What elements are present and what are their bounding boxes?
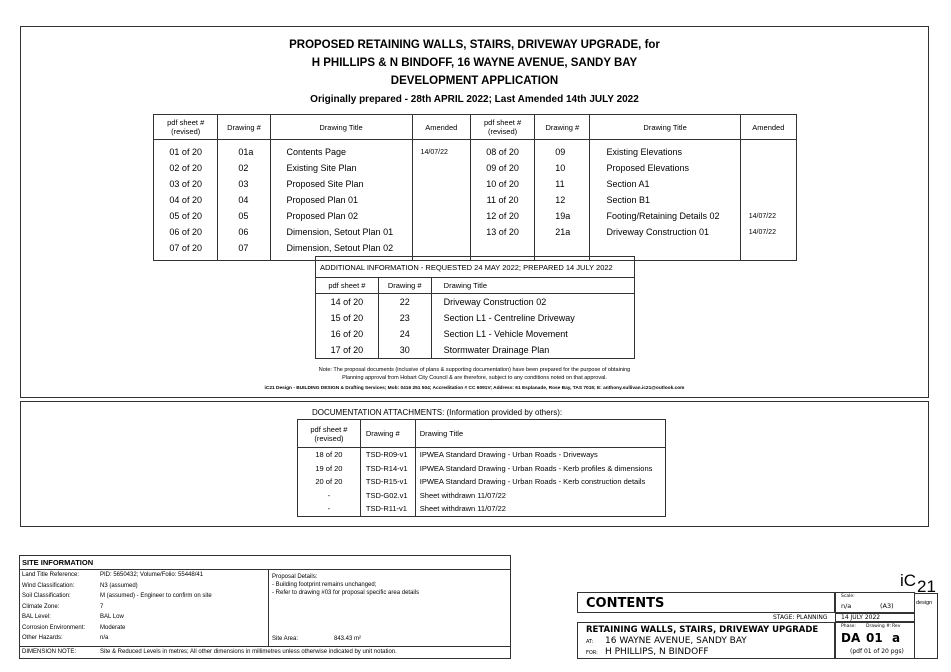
drawing-title-cell: Existing Site Plan — [270, 160, 412, 176]
drawing-title-cell: Section L1 - Centreline Driveway — [443, 313, 575, 323]
sheet-cell: 10 of 20 — [470, 176, 534, 192]
attachments-heading: DOCUMENTATION ATTACHMENTS: (Information provided by others): — [312, 408, 563, 417]
site-area-label: Site Area: — [272, 636, 299, 642]
rev-value: a — [892, 631, 901, 645]
drawing-title-cell: Sheet withdrawn 11/07/22 — [419, 504, 506, 514]
site-info-label: Soil Classification: — [22, 593, 71, 599]
site-area-value: 843.43 m² — [334, 636, 362, 642]
additional-info-heading: ADDITIONAL INFORMATION - REQUESTED 24 MAY 2022; PREPARED 14 JULY 2022 — [316, 257, 635, 278]
sheet-title: CONTENTS — [586, 596, 665, 611]
drawing-title-cell: Dimension, Setout Plan 01 — [270, 224, 412, 240]
sheet-title-box — [577, 592, 835, 613]
scale-value: n/a — [841, 602, 852, 610]
drawing-no-cell: TSD-R09-v1 — [360, 448, 415, 462]
drawing-no-cell: 23 — [378, 310, 431, 326]
drawing-title-cell: Contents Page — [270, 144, 412, 160]
site-info-label: Other Hazards: — [22, 635, 63, 641]
rev-label: Rev — [892, 624, 901, 629]
sheet-cell: 02 of 20 — [154, 160, 218, 176]
drawing-no-cell: 03 — [218, 176, 270, 192]
sheet-cell: - — [298, 489, 361, 503]
title-line-2: H PHILLIPS & N BINDOFF, 16 WAYNE AVENUE, SANDY BAY — [311, 57, 638, 69]
sheet-cell: 01 of 20 — [154, 144, 218, 160]
site-info-value: n/a — [100, 635, 109, 641]
drawing-title-cell: Footing/Retaining Details 02 — [590, 208, 740, 224]
drawing-title-cell: Existing Elevations — [590, 144, 740, 160]
logo-design-box — [914, 593, 938, 659]
site-info-row — [20, 572, 268, 582]
drawing-no-cell: 11 — [535, 176, 590, 192]
sheet-cell: 03 of 20 — [154, 176, 218, 192]
site-info-label: Climate Zone: — [22, 603, 60, 610]
sheet-cell: 20 of 20 — [298, 475, 361, 489]
drawing-title-cell: IPWEA Standard Drawing - Urban Roads - Kerb construction details — [419, 477, 646, 487]
drawing-no-cell: 24 — [378, 326, 431, 342]
col-pdf-sheet: pdf sheet # — [316, 278, 379, 294]
title-line-1: PROPOSED RETAINING WALLS, STAIRS, DRIVEWAY UPGRADE, for — [289, 39, 660, 51]
site-information — [19, 555, 511, 659]
table-row — [298, 502, 666, 516]
sheet-cell: 08 of 20 — [470, 144, 534, 160]
site-info-row — [20, 593, 268, 603]
stage-label: STAGE: PLANNING — [773, 614, 828, 621]
sheet-cell: 05 of 20 — [154, 208, 218, 224]
drawing-title-cell: Section L1 - Vehicle Movement — [443, 329, 568, 339]
col-drawing-no: Drawing # — [360, 420, 415, 448]
project-name: RETAINING WALLS, STAIRS, DRIVEWAY UPGRADE — [586, 625, 819, 635]
drawing-no-cell: 06 — [218, 224, 270, 240]
col-amended: Amended — [740, 115, 796, 140]
sheet-cell: 16 of 20 — [316, 326, 379, 342]
sheet-cell: 18 of 20 — [298, 448, 361, 462]
amended-cell — [740, 160, 796, 176]
title-block — [577, 592, 915, 659]
amended-cell — [412, 192, 470, 208]
drawing-title-cell: Proposed Plan 01 — [270, 192, 412, 208]
col-drawing-no: Drawing # — [378, 278, 431, 294]
drawing-title-cell: Stormwater Drainage Plan — [443, 345, 550, 355]
table-row — [154, 240, 797, 256]
drawing-title-cell: Proposed Plan 02 — [270, 208, 412, 224]
site-info-value: Moderate — [100, 624, 126, 631]
drawing-no-cell: 19a — [535, 208, 590, 224]
table-row — [154, 224, 797, 240]
site-info-value: N3 (assumed) — [100, 582, 138, 589]
drawing-no-cell: 09 — [535, 144, 590, 160]
sheet-cell: 07 of 20 — [154, 240, 218, 256]
drawing-title-cell: Driveway Construction 01 — [590, 224, 740, 240]
drawing-title-cell: IPWEA Standard Drawing - Urban Roads - Kerb profiles & dimensions — [419, 463, 653, 473]
amended-cell: 14/07/22 — [748, 228, 776, 236]
drawing-no-label: Drawing #: — [866, 624, 892, 629]
drawing-list-table — [153, 114, 797, 261]
col-pdf-sheet: pdf sheet # (revised) — [470, 115, 534, 140]
table-row — [298, 462, 666, 476]
additional-info-table — [315, 256, 635, 359]
table-row — [298, 489, 666, 503]
amended-cell — [740, 192, 796, 208]
logo-ic: iC — [900, 571, 917, 590]
phase-label: Phase: — [841, 624, 856, 629]
table-row — [316, 326, 635, 342]
site-info-row — [20, 583, 268, 593]
col-drawing-no: Drawing # — [535, 115, 590, 140]
drawing-no-cell: 30 — [378, 342, 431, 359]
drawing-title-cell: Section B1 — [590, 192, 740, 208]
sheet-cell: - — [298, 502, 361, 516]
sheet-cell: 09 of 20 — [470, 160, 534, 176]
table-row — [154, 160, 797, 176]
logo-design-text: design — [916, 600, 933, 606]
table-row — [154, 192, 797, 208]
project-box — [577, 622, 835, 659]
table-row — [316, 310, 635, 326]
table-row — [316, 294, 635, 311]
site-info-row — [20, 635, 268, 645]
note-line-2: Planning approval from Hobart City Council & are therefore, subject to any conditions noted on that approval. — [342, 375, 607, 381]
drawing-no-cell: TSD-G02.v1 — [360, 489, 415, 503]
drawing-no-cell: 22 — [378, 294, 431, 311]
title-line-3: DEVELOPMENT APPLICATION — [390, 75, 559, 87]
table-row — [298, 448, 666, 462]
proposal-line-1: - Building footprint remains unchanged; — [272, 582, 377, 588]
paper-size: (A3) — [880, 602, 894, 610]
amended-cell — [412, 208, 470, 224]
at-value: 16 WAYNE AVENUE, SANDY BAY — [605, 636, 747, 646]
table-row — [154, 144, 797, 160]
drawing-no-cell: 02 — [218, 160, 270, 176]
pdf-page-count: (pdf 01 of 20 pgs) — [850, 648, 904, 655]
drawing-no-cell: TSD-R15-v1 — [360, 475, 415, 489]
amended-cell — [740, 144, 796, 160]
title-line-4: Originally prepared - 28th APRIL 2022; Last Amended 14th JULY 2022 — [310, 94, 639, 105]
drawing-no-value: 01 — [866, 631, 883, 645]
drawing-no-cell: 01a — [218, 144, 270, 160]
sheet-cell: 15 of 20 — [316, 310, 379, 326]
amended-cell — [412, 176, 470, 192]
contents-panel — [20, 26, 929, 398]
site-info-row — [20, 614, 268, 624]
sheet-cell: 14 of 20 — [316, 294, 379, 311]
col-drawing-title: Drawing Title — [415, 420, 665, 448]
sheet-cell: 11 of 20 — [470, 192, 534, 208]
site-info-label: Corrosion Environment: — [22, 624, 86, 631]
drawing-title-cell: IPWEA Standard Drawing - Urban Roads - Driveways — [419, 450, 598, 460]
date-box — [835, 613, 915, 622]
sheet-cell: 13 of 20 — [470, 224, 534, 240]
attachments-panel — [20, 401, 929, 527]
sheet-cell: 12 of 20 — [470, 208, 534, 224]
note-line-3: iC21 Design - BUILDING DESIGN & Drafting Services; Mob: 0416 251 504; Accreditation # CC 6091V; Address: 61 Esplanade, Rose Bay, TAS 7015; E: anthony.sullivan.ic21@outlook.com — [264, 386, 685, 391]
sheet-cell: 19 of 20 — [298, 462, 361, 476]
table-row — [154, 208, 797, 224]
col-pdf-sheet: pdf sheet # (revised) — [298, 420, 361, 448]
table-row — [298, 475, 666, 489]
drawing-no-cell: 05 — [218, 208, 270, 224]
logo-21: 21 — [917, 577, 936, 596]
table-row — [316, 342, 635, 359]
col-drawing-title: Drawing Title — [431, 278, 634, 294]
date-value: 14 JULY 2022 — [841, 614, 881, 621]
for-value: H PHILLIPS, N BINDOFF — [605, 647, 709, 657]
col-drawing-no: Drawing # — [218, 115, 270, 140]
site-info-label: Land Title Reference: — [22, 572, 80, 578]
proposal-details-label: Proposal Details: — [272, 574, 318, 580]
amended-cell — [412, 160, 470, 176]
drawing-no-cell: 04 — [218, 192, 270, 208]
amended-cell: 14/07/22 — [412, 144, 470, 160]
sheet-cell: 04 of 20 — [154, 192, 218, 208]
drawing-no-cell: 12 — [535, 192, 590, 208]
drawing-title-cell: Driveway Construction 02 — [443, 297, 547, 307]
col-drawing-title: Drawing Title — [270, 115, 412, 140]
note-line-1: Note: The proposal documents (inclusive of plans & supporting documentation) have been prepared for the purpose of obtaining — [318, 367, 631, 373]
drawing-no-cell: TSD-R14-v1 — [360, 462, 415, 476]
proposal-line-2: - Refer to drawing #03 for proposal specific area details — [272, 590, 420, 596]
sheet-cell: 17 of 20 — [316, 342, 379, 359]
site-info-value: M (assumed) - Engineer to confirm on site — [100, 593, 212, 599]
site-info-value: PID: 5650432; Volume/Folio: 55448/41 — [100, 572, 204, 578]
scale-label: Scale: — [841, 594, 855, 599]
site-info-label: Wind Classification: — [22, 582, 75, 589]
col-amended: Amended — [412, 115, 470, 140]
site-info-row — [20, 604, 268, 614]
drawing-no-cell: TSD-R11-v1 — [360, 502, 415, 516]
drawing-no-cell: 10 — [535, 160, 590, 176]
dimension-note-value: Site & Reduced Levels in metres; All other dimensions in millimetres unless otherwise indicated by unit notation. — [100, 649, 397, 655]
drawing-title-cell: Proposed Site Plan — [270, 176, 412, 192]
sheet-cell: 06 of 20 — [154, 224, 218, 240]
drawing-title-cell: Proposed Elevations — [590, 160, 740, 176]
drawing-title-cell: Sheet withdrawn 11/07/22 — [419, 490, 506, 500]
attachments-table — [297, 419, 666, 517]
at-label: AT: — [586, 639, 594, 645]
phase-value: DA — [841, 631, 861, 645]
drawing-no-cell: 21a — [535, 224, 590, 240]
drawing-title-cell: Dimension, Setout Plan 02 — [270, 240, 412, 256]
drawing-title-cell: Section A1 — [590, 176, 740, 192]
dimension-note-label: DIMENSION NOTE: — [22, 649, 77, 655]
site-info-value: BAL Low — [100, 614, 124, 620]
amended-cell — [740, 176, 796, 192]
site-info-value: 7 — [100, 603, 104, 610]
col-drawing-title: Drawing Title — [590, 115, 740, 140]
site-info-label: BAL Level: — [22, 614, 51, 620]
col-pdf-sheet: pdf sheet # (revised) — [154, 115, 218, 140]
amended-cell: 14/07/22 — [748, 212, 776, 220]
for-label: FOR: — [586, 650, 598, 656]
site-info-heading: SITE INFORMATION — [22, 558, 94, 567]
scale-box — [835, 592, 915, 613]
drawing-number-box — [835, 622, 915, 659]
table-row — [154, 176, 797, 192]
amended-cell — [412, 224, 470, 240]
amended-cell — [412, 240, 470, 256]
drawing-no-cell: 07 — [218, 240, 270, 256]
site-info-row — [20, 625, 268, 635]
